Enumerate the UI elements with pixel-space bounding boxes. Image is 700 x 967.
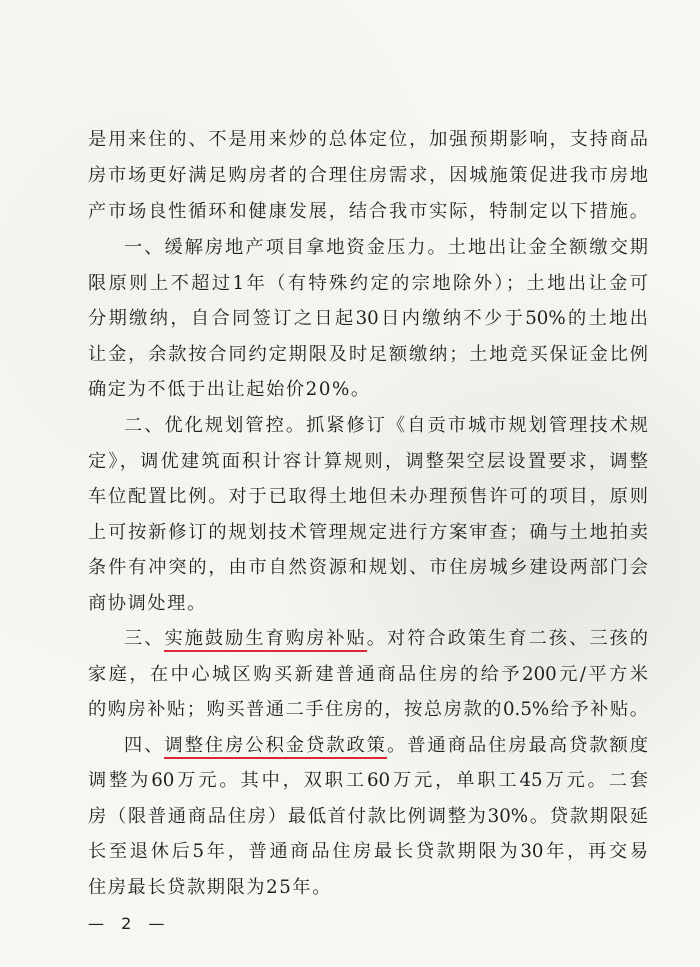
paragraph-line: 是用来住的、不是用来炒的总体定位，加强预期影响，支持商品 bbox=[88, 129, 648, 150]
paragraph-line: 房市场更好满足购房者的合理住房需求，因城施策促进我市房地 bbox=[88, 165, 648, 186]
section-2-line: 二、优化规划管控。抓紧修订《自贡市城市规划管理技术规 bbox=[124, 415, 648, 436]
section-3-line: 的购房补贴；购买普通二手住房的，按总房款的0.5%给予补贴。 bbox=[88, 699, 648, 720]
section-1-line: 限原则上不超过1年（有特殊约定的宗地除外）；土地出让金可 bbox=[88, 273, 648, 294]
section-1-line: 确定为不低于出让起始价20%。 bbox=[88, 379, 371, 400]
section-1-line: 一、缓解房地产项目拿地资金压力。土地出让金全额缴交期 bbox=[124, 237, 648, 258]
section-2-line: 定》，调优建筑面积计容计算规则，调整架空层设置要求，调整 bbox=[88, 451, 648, 472]
section-4-line: 住房最长贷款期限为25年。 bbox=[88, 877, 333, 898]
section-3-line: 家庭，在中心城区购买新建普通商品住房的给予200元/平方米 bbox=[88, 664, 648, 685]
section-3-number: 三、 bbox=[124, 628, 165, 649]
section-2-line: 车位配置比例。对于已取得土地但未办理预售许可的项目，原则 bbox=[88, 486, 648, 507]
section-1-line: 分期缴纳，自合同签订之日起30日内缴纳不少于50%的土地出 bbox=[88, 308, 648, 329]
section-2-line: 条件有冲突的，由市自然资源和规划、市住房城乡建设两部门会 bbox=[88, 557, 648, 578]
section-2-line: 商协调处理。 bbox=[88, 593, 207, 614]
section-1-line: 让金，余款按合同约定期限及时足额缴纳；土地竞买保证金比例 bbox=[88, 344, 648, 365]
section-3-title-underlined: 实施鼓励生育购房补贴 bbox=[164, 628, 366, 652]
paragraph-line: 产市场良性循环和健康发展，结合我市实际，特制定以下措施。 bbox=[88, 201, 648, 222]
section-4-title-underlined: 调整住房公积金贷款政策 bbox=[164, 735, 387, 759]
section-3-text: 。对符合政策生育二孩、三孩的 bbox=[366, 628, 648, 649]
section-4-line: 调整为60万元。其中，双职工60万元，单职工45万元。二套 bbox=[88, 770, 648, 791]
section-4-heading-line bbox=[124, 734, 648, 758]
section-4-line: 长至退休后5年，普通商品住房最长贷款期限为30年，再交易 bbox=[88, 841, 648, 862]
section-4-line: 房（限普通商品住房）最低首付款比例调整为30%。贷款期限延 bbox=[88, 806, 648, 827]
page-number: — 2 — bbox=[88, 914, 171, 933]
section-4-number: 四、 bbox=[124, 735, 165, 756]
section-3-heading-line bbox=[124, 627, 648, 651]
section-4-text: 。普通商品住房最高贷款额度 bbox=[387, 735, 648, 756]
section-2-line: 上可按新修订的规划技术管理规定进行方案审查；确与土地拍卖 bbox=[88, 522, 648, 543]
